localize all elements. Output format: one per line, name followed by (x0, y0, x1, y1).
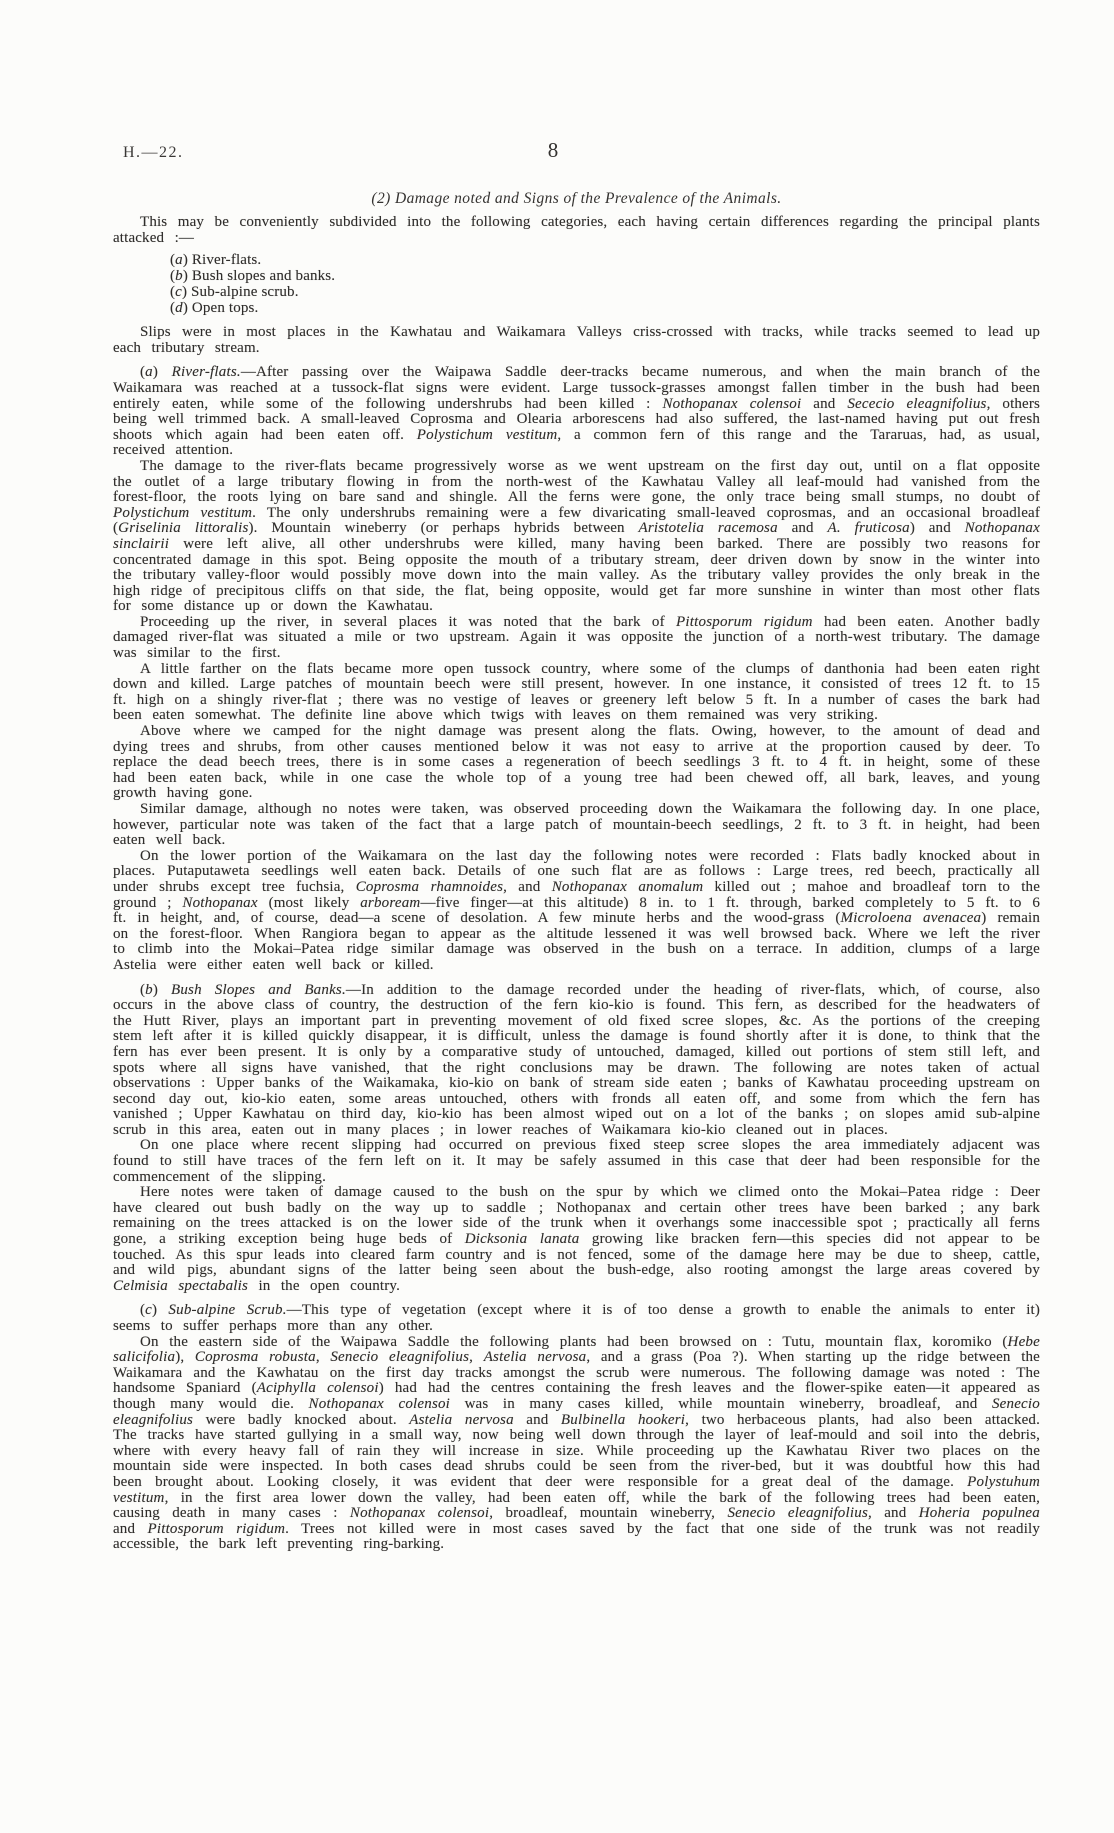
intro-paragraph: This may be conveniently subdivided into the following categories, each having certain differences regarding the principal plants attacked :— (113, 214, 1040, 246)
category-item: (d) Open tops. (170, 300, 259, 317)
masthead (113, 140, 1040, 174)
report-code: H.—22. (123, 144, 184, 161)
page-number: 8 (547, 138, 559, 162)
paragraph: A little farther on the flats became more open tussock country, where some of the clumps of danthonia had been eaten right down and killed. Large patches of mountain beech were still present, however. In one instance, it consisted of trees 12 ft. to 15 ft. high on a shingly river-flat ; there was no vestige of leaves or greenery left below 5 ft. In a number of cases the bark had been eaten somewhat. The definite line above which twigs with leaves on them remained was very striking. (113, 660, 1040, 724)
paragraph: The damage to the river-flats became progressively worse as we went upstream on the first day out, until on a flat opposite the outlet of a large tributary flowing in from the north-west of the Kawhatau Valley all leaf-mould had vanished from the forest-floor, the roots lying on bare sand and shingle. All the ferns were gone, the only trace being small stumps, no doubt of Polystichum vestitum. The only undershrubs remaining were a few divaricating small-leaved coprosmas, and an occasional broadleaf (Griselinia littoralis). Mountain wineberry (or perhaps hybrids between Aristotelia racemosa and A. fruticosa) and Nothopanax sinclairii were left alive, all other undershrubs were killed, many having been barked. There are possibly two reasons for concentrated damage in this spot. Being opposite the mouth of a tributary stream, deer driven down by snow in the winter into the tributary valley-floor would possibly move down into the main valley. As the tributary valley provides the only break in the high ridge of precipitous cliffs on that side, the flat, being opposite, would get far more sunshine in winter than most other flats for some distance up or down the Kawhatau. (113, 457, 1041, 615)
section-title: (2) Damage noted and Signs of the Prevalence of the Animals. (371, 190, 782, 207)
paragraph: On the lower portion of the Waikamara on the last day the following notes were recorded : Flats badly knocked about in places. Putaputaweta seedlings well eaten back. Details of one such flat are as follows : Large trees, red beech, practically all under shrubs except tree fuchsia, Coprosma rhamnoides, and Nothopanax anomalum killed out ; mahoe and broadleaf torn to the ground ; Nothopanax (most likely arboream—five finger—at this altitude) 8 in. to 1 ft. through, barked completely to 5 ft. to 6 ft. in height, and, of course, dead—a scene of desolation. A few minute herbs and the wood-grass (Microloena avenacea) remain on the forest-floor. When Rangiora began to appear as the altitude lessened it was well browsed back. Where we left the river to climb into the Mokai–Patea ridge similar damage was observed in the bush on a terrace. In addition, clumps of a large Astelia were either eaten well back or killed. (113, 847, 1041, 973)
paragraph: Above where we camped for the night damage was present along the flats. Owing, however, to the amount of dead and dying trees and shrubs, from other causes mentioned below it was not easy to arrive at the proportion caused by deer. To replace the dead beech trees, there is in some cases a regeneration of beech seedlings 3 ft. to 4 ft. in height, some of these had been eaten back, while in one case the whole top of a young tree had been chewed off, all bark, leaves, and young growth having gone. (113, 723, 1040, 802)
category-item: (a) River-flats. (170, 252, 262, 269)
paragraph: On one place where recent slipping had occurred on previous fixed steep scree slopes the area immediately adjacent was found to still have traces of the fern left on it. It may be safely assumed in this case that deer had been responsible for the commencement of the slipping. (113, 1137, 1040, 1185)
paragraph: Similar damage, although no notes were taken, was observed proceeding down the Waikamara the following day. In one place, however, particular note was taken of the fact that a large patch of mountain-beech seedlings, 2 ft. to 3 ft. in height, had been eaten well back. (113, 801, 1040, 849)
paragraph: Proceeding up the river, in several places it was noted that the bark of Pittosporum rigidum had been eaten. Another badly damaged river-flat was situated a mile or two upstream. Again it was opposite the junction of a north-west tributary. The damage was similar to the first. (113, 613, 1041, 662)
paragraph: On the eastern side of the Waipawa Saddle the following plants had been browsed on : Tutu, mountain flax, koromiko (Hebe salicifolia), Coprosma robusta, Senecio eleagnifolius, Astelia nervosa, and a grass (Poa ?). When starting up the ridge between the Waikamara and the Kawhatau on the first day tracks amongst the scrub were numerous. The following damage was noted : The handsome Spaniard (Aciphylla colensoi) had had the centres containing the fresh leaves and the flower-spike eaten—it appeared as though many would die. Nothopanax colensoi was in many cases killed, while mountain wineberry, broadleaf, and Senecio eleagnifolius were badly knocked about. Astelia nervosa and Bulbinella hookeri, two herbaceous plants, had also been attacked. The tracks have started gullying in a small way, now being well down through the layer of leaf-mould and soil into the debris, where with every heavy fall of rain they will increase in size. While proceeding up the Kawhatau River two places on the mountain side were inspected. In both cases dead shrubs could be seen from the river-bed, but it was doubtful how this had been brought about. Looking closely, it was evident that deer were responsible for a great deal of the damage. Polystuhum vestitum, in the first area lower down the valley, had been eaten off, while the bark of the following trees had been eaten, causing death in many cases : Nothopanax colensoi, broadleaf, mountain wineberry, Senecio eleagnifolius, and Hoheria populnea and Pittosporum rigidum. Trees not killed were in most cases saved by the fact that one side of the trunk was not readily accessible, the bark left preventing ring-barking. (113, 1333, 1040, 1553)
category-item: (c) Sub-alpine scrub. (170, 284, 299, 301)
category-list (113, 252, 1040, 316)
paragraph: Slips were in most places in the Kawhatau and Waikamara Valleys criss-crossed with tracks, while tracks seemed to lead up each tributary stream. (113, 324, 1040, 356)
page-content (113, 140, 1040, 1553)
category-item: (b) Bush slopes and banks. (170, 268, 336, 285)
paragraph-subalpine-scrub: (c) Sub-alpine Scrub.—This type of vegetation (except where it is of too dense a growth to enable the animals to enter it) seems to suffer perhaps more than any other. (113, 1302, 1041, 1334)
paragraph-bush-slopes: (b) Bush Slopes and Banks.—In addition to the damage recorded under the heading of river-flats, which, of course, also occurs in the above class of country, the destruction of the fern kio-kio is found. This fern, as described for the headwaters of the Hutt River, plays an important part in preventing movement of old fixed scree slopes, &c. As the portions of the creeping stem left after it is killed quickly disappear, it is difficult, unless the damage is found shortly after it is done, to think that the fern has ever been present. It is only by a comparative study of untouched, damaged, killed out portions of stem still left, and spots where all signs have vanished, that the right conclusions may be drawn. The following are notes taken of actual observations : Upper banks of the Waikamaka, kio-kio on bank of stream side eaten ; banks of Kawhatau proceeding upstream on second day out, kio-kio eaten, some areas untouched, others with fronds all eaten off, and some from which the fern has vanished ; Upper Kawhatau on third day, kio-kio has been almost wiped out on a lot of the banks ; on slopes amid sub-alpine scrub in this area, eaten out in many places ; in lower reaches of Waikamara kio-kio cleaned out in places. (113, 981, 1040, 1138)
paragraph: Here notes were taken of damage caused to the bush on the spur by which we climed onto the Mokai–Patea ridge : Deer have cleared out bush badly on the way up to saddle ; Nothopanax and certain other trees have been barked ; any bark remaining on the trees attacked is on the lower side of the trunk when it overhangs some inaccessible spot ; practically all ferns gone, a striking exception being huge beds of Dicksonia lanata growing like bracken fern—this species did not appear to be touched. As this spur leads into cleared farm country and is not fenced, some of the damage here may be due to sheep, cattle, and wild pigs, abundant signs of the latter being seen about the bush-edge, also rooting amongst the large areas covered by Celmisia spectabalis in the open country. (113, 1184, 1040, 1294)
paragraph-river-flats: (a) River-flats.—After passing over the Waipawa Saddle deer-tracks became numerous, and when the main branch of the Waikamara was reached at a tussock-flat signs were evident. Large tussock-grasses amongst fallen timber in the bush had been entirely eaten, while some of the following undershrubs had been killed : Nothopanax colensoi and Sececio eleagnifolius, others being well trimmed back. A small-leaved Coprosma and Olearia arborescens had also suffered, the last-named having put out fresh shoots which again had been eaten off. Polystichum vestitum, a common fern of this range and the Tararuas, had, as usual, received attention. (113, 364, 1040, 459)
